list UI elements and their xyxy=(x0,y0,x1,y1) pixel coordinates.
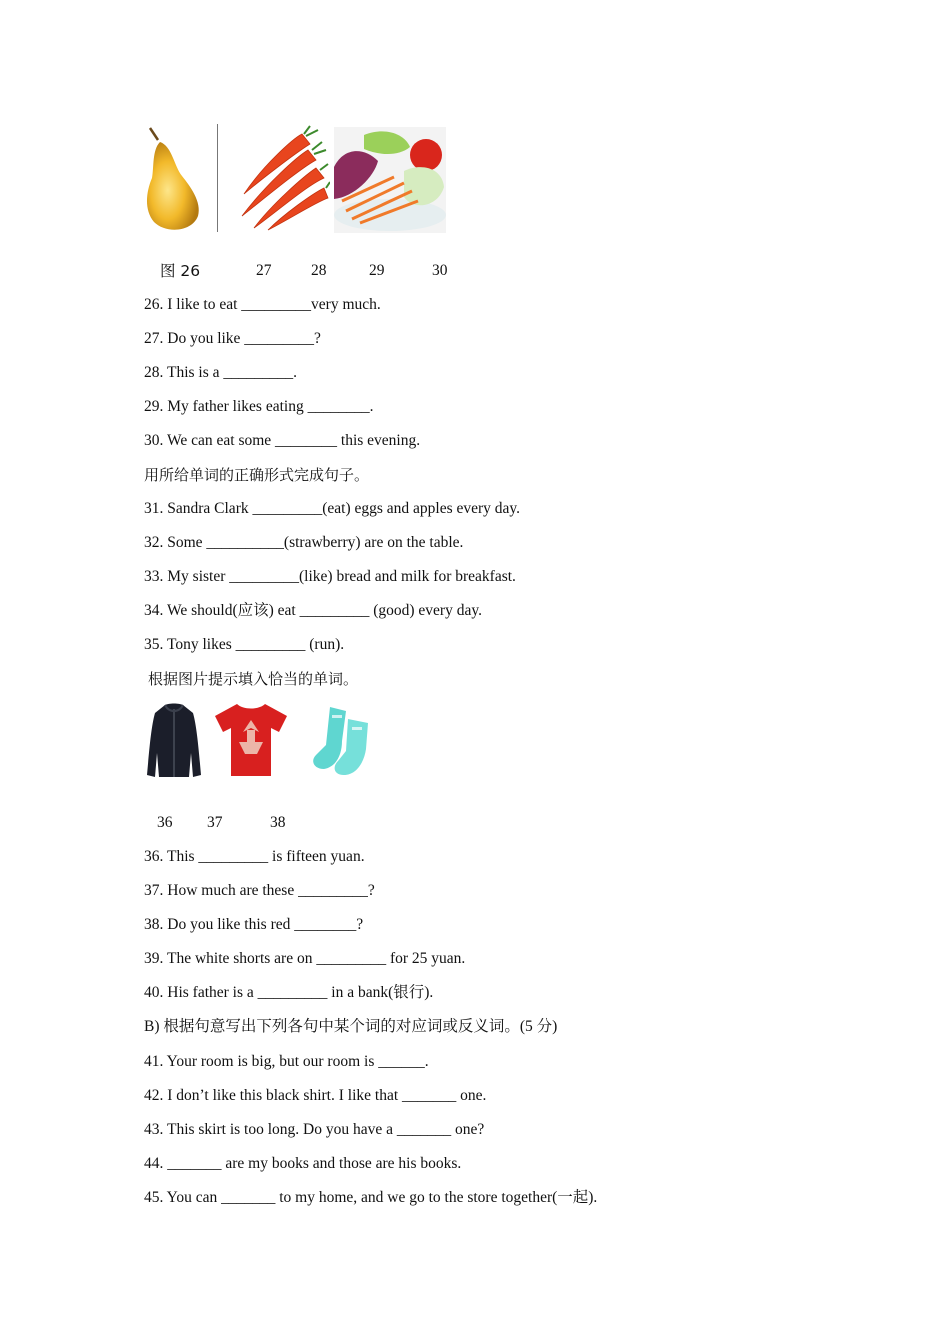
question-39: 39. The white shorts are on _________ for 25 yuan. xyxy=(144,950,466,967)
pear-picture xyxy=(142,126,202,234)
t-shirt-picture xyxy=(213,702,289,778)
jacket-picture xyxy=(147,703,201,779)
figure-label: 图 26 xyxy=(160,262,201,280)
question-32: 32. Some __________(strawberry) are on the table. xyxy=(144,534,464,551)
figure-number: 29 xyxy=(369,262,385,279)
question-26: 26. I like to eat _________very much. xyxy=(144,296,381,313)
question-44: 44. _______ are my books and those are his books. xyxy=(144,1155,462,1172)
figure-number: 28 xyxy=(311,262,327,279)
picture-number: 37 xyxy=(207,814,223,831)
picture-number: 36 xyxy=(157,814,173,831)
instruction-opposites: B) 根据句意写出下列各句中某个词的对应词或反义词。(5 分) xyxy=(144,1018,558,1035)
question-38: 38. Do you like this red ________? xyxy=(144,916,364,933)
instruction-word-forms: 用所给单词的正确形式完成句子。 xyxy=(144,466,370,484)
figure-number: 27 xyxy=(256,262,272,279)
question-41: 41. Your room is big, but our room is ______. xyxy=(144,1053,429,1070)
question-28: 28. This is a _________. xyxy=(144,364,297,381)
question-33: 33. My sister _________(like) bread and milk for breakfast. xyxy=(144,568,516,585)
question-42: 42. I don’t like this black shirt. I like that _______ one. xyxy=(144,1087,487,1104)
figure-number: 30 xyxy=(432,262,448,279)
question-27: 27. Do you like _________? xyxy=(144,330,321,347)
question-30: 30. We can eat some ________ this evening. xyxy=(144,432,421,449)
picture-number: 38 xyxy=(270,814,286,831)
question-29: 29. My father likes eating ________. xyxy=(144,398,374,415)
salad-picture xyxy=(334,127,446,233)
question-40: 40. His father is a _________ in a bank(银行). xyxy=(144,984,434,1001)
question-34: 34. We should(应该) eat _________ (good) every day. xyxy=(144,602,482,619)
socks-picture xyxy=(302,705,374,777)
question-43: 43. This skirt is too long. Do you have a _______ one? xyxy=(144,1121,485,1138)
question-36: 36. This _________ is fifteen yuan. xyxy=(144,848,365,865)
question-31: 31. Sandra Clark _________(eat) eggs and apples every day. xyxy=(144,500,521,517)
question-37: 37. How much are these _________? xyxy=(144,882,375,899)
question-45: 45. You can _______ to my home, and we go to the store together(一起). xyxy=(144,1189,598,1206)
question-35: 35. Tony likes _________ (run). xyxy=(144,636,345,653)
carrots-picture xyxy=(224,124,330,234)
divider-line xyxy=(217,124,218,232)
instruction-picture-hints: 根据图片提示填入恰当的单词。 xyxy=(148,670,359,688)
